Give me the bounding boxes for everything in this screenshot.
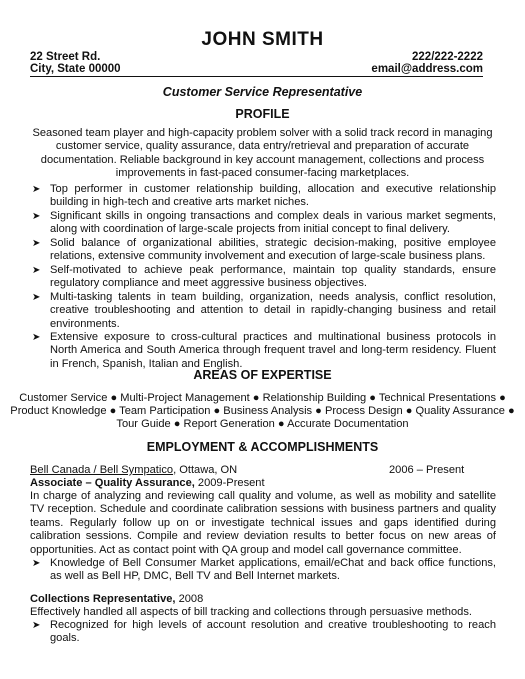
role-title: Associate – Quality Assurance, <box>30 477 195 489</box>
profile-summary: Seasoned team player and high-capacity problem solver with a solid track record in managing customer service, quality assurance, data entry/retrieval and preparation of accurate documentation. Reliable background in key account management, collections and process improvements in fast-paced consumer-facing marketplaces. <box>32 127 493 180</box>
arrow-bullet-icon: ➤ <box>32 210 41 222</box>
expertise-line-2: Product Knowledge ● Team Participation ● Business Analysis ● Process Design ● Quality Assurance ● <box>10 405 515 417</box>
role-description: Effectively handled all aspects of bill tracking and collections through persuasive methods. <box>30 606 472 618</box>
list-item <box>30 210 496 237</box>
arrow-bullet-icon: ➤ <box>32 291 41 303</box>
arrow-bullet-icon: ➤ <box>32 558 41 569</box>
header-divider <box>30 76 483 77</box>
email-address: email@address.com <box>371 63 483 75</box>
employment-dates: 2006 – Present <box>389 464 465 476</box>
role-bullets <box>30 619 496 646</box>
phone-number: 222/222-2222 <box>412 51 483 63</box>
arrow-bullet-icon: ➤ <box>32 331 41 343</box>
city-state: City, State 00000 <box>30 63 121 75</box>
bullet-text: Knowledge of Bell Consumer Market applications, email/eChat and back office functions, as well as Bell HP, DMC, Bell TV and Bell Internet markets. <box>50 557 496 583</box>
list-item <box>30 619 496 646</box>
list-item <box>30 237 496 264</box>
arrow-bullet-icon: ➤ <box>32 237 41 249</box>
expertise-line-3: Tour Guide ● Report Generation ● Accurate Documentation <box>116 418 409 430</box>
bullet-text: Self-motivated to achieve peak performance, maintain top quality standards, ensure regulatory compliance and meet aggressive business objectives. <box>50 263 496 290</box>
arrow-bullet-icon: ➤ <box>32 264 41 276</box>
employer-location: , Ottawa, ON <box>173 464 238 476</box>
role-years: 2008 <box>175 593 204 605</box>
employment-heading: EMPLOYMENT & ACCOMPLISHMENTS <box>146 440 379 454</box>
role-title-line <box>30 593 496 606</box>
role-title-line <box>30 477 496 490</box>
role-years: 2009-Present <box>194 477 265 489</box>
bullet-text: Top performer in customer relationship building, allocation and executive relationship building in high-tech and creative arts market niches. <box>50 183 496 209</box>
list-item <box>30 183 496 210</box>
role-description: In charge of analyzing and reviewing call quality and volume, as well as mobility and satellite TV reception. Schedule and coordinate calibration sessions with business partners and quality teams. Regularly follow up on or investigate technical issues and gaps identified during calibration sessions. Compile and review deviation results to better focus on new areas of opportunities. Act as contact point with QA group and model call governance committee. <box>30 490 496 556</box>
list-item <box>30 291 496 331</box>
street-address: 22 Street Rd. <box>30 51 101 63</box>
bullet-text: Extensive exposure to cross-cultural practices and multinational business protocols in North America and South America through frequent travel and long-term residency. Fluent in French, Spanish, Italian and English. <box>50 330 496 370</box>
expertise-line-1: Customer Service ● Multi-Project Management ● Relationship Building ● Technical Presentations ● <box>19 392 506 404</box>
employer-row <box>30 464 496 477</box>
list-item <box>30 331 496 371</box>
role-bullets <box>30 557 496 584</box>
profile-bullets <box>30 183 496 371</box>
employer-name: Bell Canada / Bell Sympatico <box>30 464 174 476</box>
list-item <box>30 557 496 584</box>
job-title: Customer Service Representative <box>162 85 363 99</box>
bullet-text: Significant skills in ongoing transactions and complex deals in various market segments, along with coordination of large-scale projects from initial concept to final delivery. <box>50 209 496 236</box>
bullet-text: Multi-tasking talents in team building, organization, needs analysis, conflict resolution, creative troubleshooting and attention to detail in rapidly-changing business and retail environments. <box>50 290 496 330</box>
list-item <box>30 264 496 291</box>
candidate-name: JOHN SMITH <box>201 29 324 50</box>
bullet-text: Recognized for high levels of account resolution and creative troubleshooting to reach goals. <box>50 619 496 645</box>
expertise-heading: AREAS OF EXPERTISE <box>193 368 332 382</box>
bullet-text: Solid balance of organizational abilities, strategic decision-making, positive employee relations, extensive community involvement and execution of large-scale business plans. <box>50 236 496 263</box>
arrow-bullet-icon: ➤ <box>32 620 41 631</box>
profile-heading: PROFILE <box>235 107 290 121</box>
role-title: Collections Representative, <box>30 593 176 605</box>
arrow-bullet-icon: ➤ <box>32 184 41 195</box>
